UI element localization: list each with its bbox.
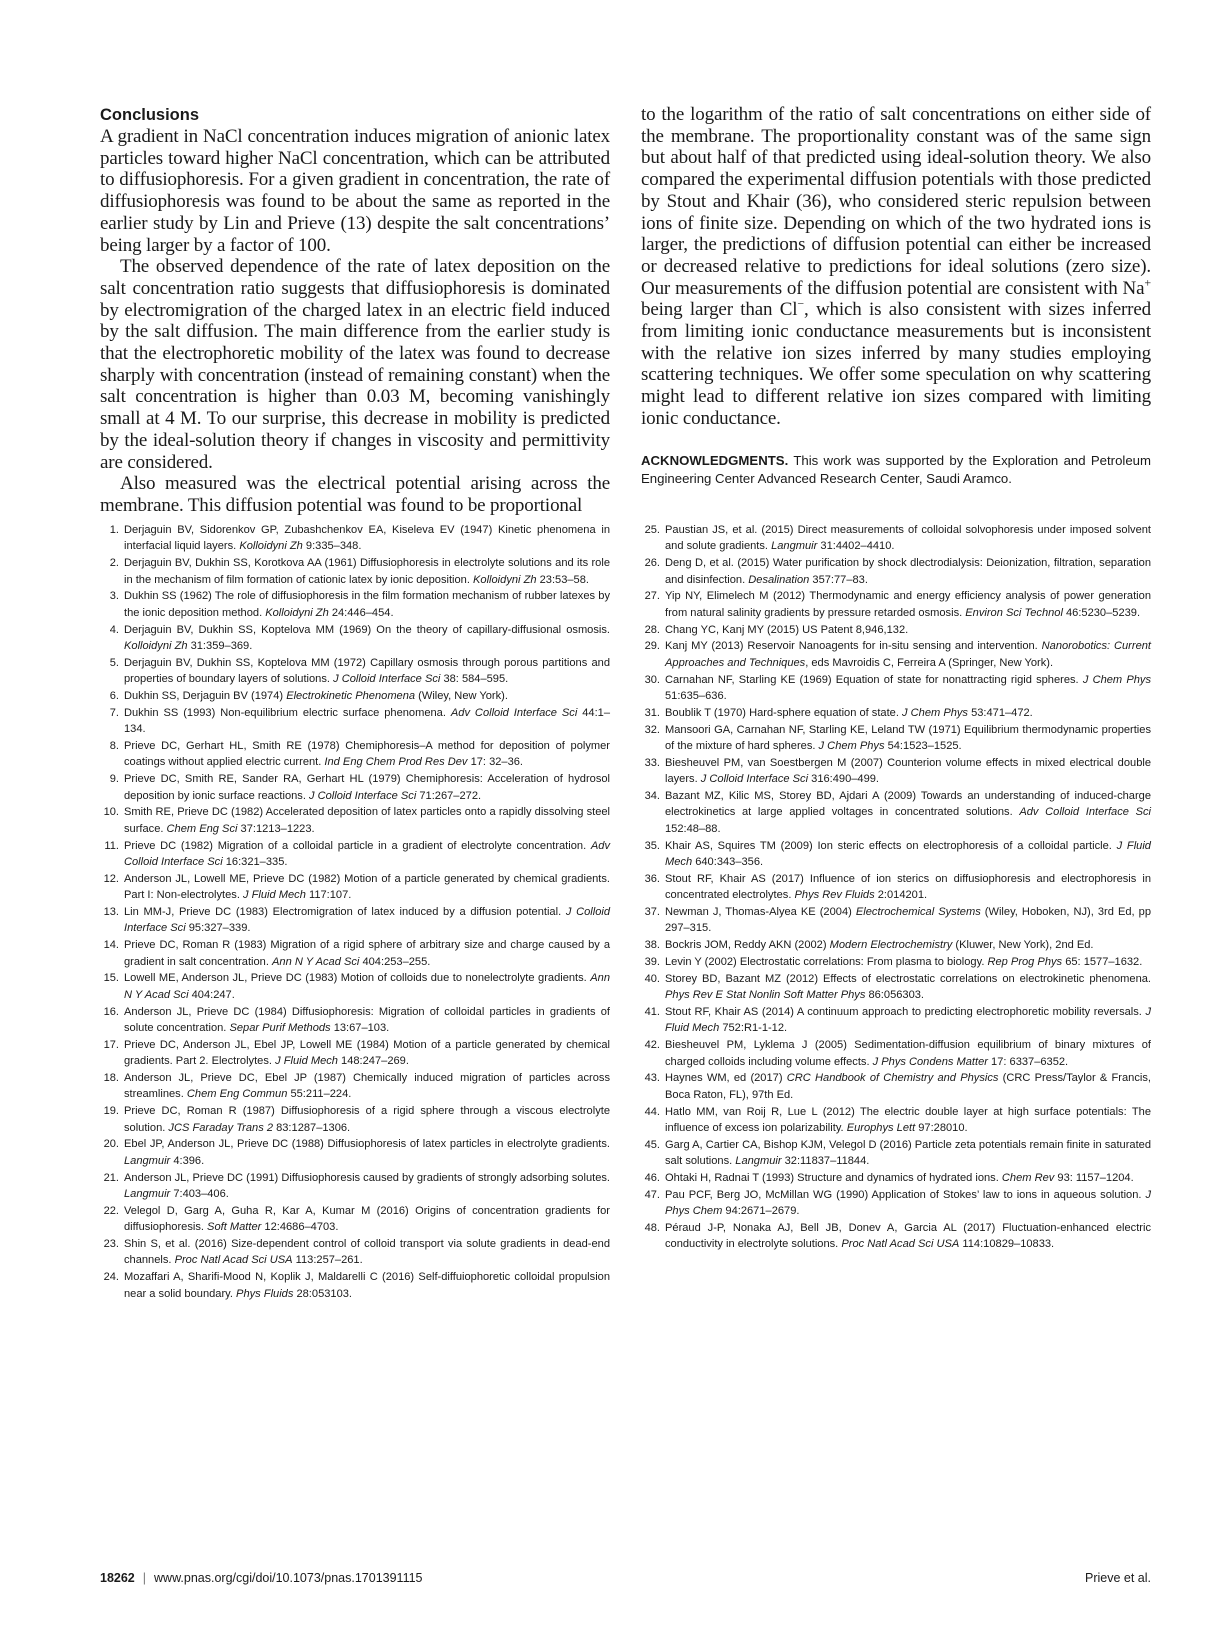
reference-journal: J Phys Chem	[665, 1188, 1151, 1218]
reference-citation: (CRC Press/Taylor & Francis, Boca Raton, FL), 97th Ed.	[665, 1072, 1151, 1101]
reference-text: Anderson JL, Prieve DC (1991) Diffusiophoresis caused by gradients of strongly adsorbing solutes.	[124, 1171, 610, 1184]
reference-journal: Electrokinetic Phenomena	[286, 690, 416, 703]
reference-citation: 752:R1-1-12.	[719, 1022, 788, 1035]
reference-citation: 31:4402–4410.	[817, 540, 895, 553]
reference-number: 22.	[103, 1204, 119, 1217]
reference-item	[100, 871, 610, 904]
reference-item	[641, 522, 1151, 555]
reference-citation: 4:396.	[170, 1154, 205, 1167]
reference-journal: JCS Faraday Trans 2	[168, 1121, 274, 1134]
reference-citation: 17: 6337–6352.	[987, 1055, 1069, 1068]
reference-citation: 316:490–499.	[808, 773, 880, 786]
reference-item	[100, 937, 610, 970]
reference-journal: Nanorobotics: Current Approaches and Techniques	[665, 640, 1151, 669]
reference-number: 39.	[644, 956, 660, 969]
reference-number: 16.	[103, 1005, 119, 1018]
reference-number: 41.	[644, 1006, 660, 1019]
reference-item	[100, 738, 610, 771]
reference-number: 3.	[109, 590, 119, 603]
reference-text: Boublik T (1970) Hard-sphere equation of state.	[665, 706, 903, 719]
reference-item	[641, 705, 1151, 721]
reference-text: Bazant MZ, Kilic MS, Storey BD, Ajdari A (2009) Towards an understanding of induced-charge electrokinetics at large applied voltages in concentrated solutions.	[665, 790, 1151, 819]
reference-number: 32.	[644, 723, 660, 736]
reference-item	[100, 655, 610, 688]
reference-text: Prieve DC, Anderson JL, Ebel JP, Lowell ME (1984) Motion of a particle generated by chemical gradients. Part 2. Electrolytes.	[124, 1038, 610, 1068]
reference-journal: Soft Matter	[207, 1221, 262, 1234]
doi-link[interactable]: www.pnas.org/cgi/doi/10.1073/pnas.1701391115	[154, 1571, 423, 1585]
reference-text: Bockris JOM, Reddy AKN (2002)	[665, 939, 830, 952]
reference-citation: 71:267–272.	[416, 789, 482, 802]
reference-text: Ebel JP, Anderson JL, Prieve DC (1988) Diffusiophoresis of latex particles in electrolyte gradients.	[124, 1138, 610, 1151]
reference-item	[641, 1004, 1151, 1037]
reference-text: Smith RE, Prieve DC (1982) Accelerated deposition of latex particles onto a rapidly dissolving steel surface.	[124, 806, 610, 835]
reference-citation: 113:257–261.	[292, 1254, 363, 1267]
reference-journal: Proc Natl Acad Sci USA	[841, 1238, 960, 1251]
reference-number: 12.	[103, 872, 119, 885]
reference-item	[100, 622, 610, 655]
reference-journal: Desalination	[748, 573, 810, 586]
reference-number: 9.	[109, 773, 119, 786]
reference-number: 2.	[109, 557, 119, 570]
reference-item	[100, 705, 610, 738]
reference-citation: 38: 584–595.	[440, 673, 509, 686]
reference-text: Lowell ME, Anderson JL, Prieve DC (1983) Motion of colloids due to nonelectrolyte gradients.	[124, 972, 591, 985]
paragraph-3: Also measured was the electrical potential arising across the membrane. This diffusion potential was found to be proportional	[100, 473, 610, 516]
reference-citation: 152:48–88.	[665, 822, 721, 835]
reference-number: 5.	[109, 656, 119, 669]
reference-journal: Kolloidyni Zh	[265, 606, 329, 619]
reference-number: 18.	[103, 1072, 119, 1085]
reference-text: Anderson JL, Prieve DC, Ebel JP (1987) Chemically induced migration of particles across streamlines.	[124, 1072, 610, 1101]
reference-citation: 2:014201.	[874, 889, 928, 902]
reference-text: Prieve DC, Roman R (1987) Diffusiophoresis of a rigid sphere through a viscous electrolyte solution.	[124, 1105, 610, 1134]
acknowledgments-label: ACKNOWLEDGMENTS.	[641, 452, 789, 468]
reference-citation: 16:321–335.	[222, 856, 288, 869]
reference-text: Hatlo MM, van Roij R, Lue L (2012) The electric double layer at high surface potentials: The influence of excess ion polarizability.	[665, 1105, 1151, 1135]
reference-text: Garg A, Cartier CA, Bishop KJM, Velegol D (2016) Particle zeta potentials remain finite in saturated salt solutions.	[665, 1138, 1151, 1168]
reference-journal: Langmuir	[735, 1155, 782, 1168]
reference-number: 15.	[103, 972, 119, 985]
reference-item	[100, 688, 610, 704]
reference-journal: Rep Prog Phys	[987, 956, 1063, 969]
reference-item	[100, 838, 610, 871]
reference-number: 11.	[104, 839, 119, 852]
reference-number: 20.	[103, 1138, 119, 1151]
section-heading: Conclusions	[100, 106, 200, 124]
reference-journal: J Colloid Interface Sci	[309, 789, 417, 802]
reference-number: 4.	[109, 623, 119, 636]
reference-citation: 148:247–269.	[337, 1055, 409, 1068]
reference-citation: (Wiley, Hoboken, NJ), 3rd Ed, pp 297–315.	[665, 906, 1151, 935]
reference-item	[641, 971, 1151, 1004]
reference-item	[100, 1236, 610, 1269]
reference-text: Dukhin SS, Derjaguin BV (1974)	[124, 690, 287, 703]
chloride-superscript: −	[797, 297, 804, 311]
reference-text: Lin MM-J, Prieve DC (1983) Electromigration of latex induced by a diffusion potential.	[124, 906, 566, 919]
reference-item	[100, 1037, 610, 1070]
reference-item	[100, 522, 610, 555]
reference-citation: 44:1–134.	[124, 706, 611, 736]
reference-item	[641, 555, 1151, 588]
reference-item	[100, 1170, 610, 1203]
reference-item	[641, 672, 1151, 705]
reference-number: 27.	[644, 590, 660, 603]
reference-journal: Environ Sci Technol	[965, 606, 1063, 619]
reference-number: 21.	[103, 1171, 119, 1184]
reference-item	[641, 788, 1151, 837]
reference-journal: J Fluid Mech	[243, 889, 306, 902]
reference-number: 19.	[103, 1105, 119, 1118]
reference-text: Biesheuvel PM, Lyklema J (2005) Sedimentation-diffusion equilibrium of binary mixtures of charged colloids including volume effects.	[665, 1039, 1151, 1068]
reference-citation: 23:53–58.	[536, 573, 589, 586]
reference-text: Prieve DC, Smith RE, Sander RA, Gerhart HL (1979) Chemiphoresis: Acceleration of hydrosol deposition by ionic surface reactions.	[124, 773, 610, 802]
reference-text: Levin Y (2002) Electrostatic correlations: From plasma to biology.	[665, 956, 988, 969]
reference-citation: 117:107.	[305, 889, 352, 902]
reference-number: 46.	[644, 1172, 660, 1185]
reference-item	[641, 1137, 1151, 1170]
reference-citation: 86:056303.	[865, 989, 924, 1002]
reference-journal: Proc Natl Acad Sci USA	[174, 1254, 293, 1267]
reference-item	[100, 1136, 610, 1169]
reference-number: 14.	[103, 939, 119, 952]
reference-journal: J Phys Condens Matter	[872, 1055, 988, 1068]
reference-number: 36.	[644, 872, 660, 885]
reference-item	[100, 804, 610, 837]
paragraph-continued-part-b: , which is also consistent with sizes inferred from limiting ionic conductance measurements but is inconsistent with the relative ion sizes inferred by many studies employing scattering techniques. We offer some speculation on why scattering might lead to different relative ion sizes compared with limiting ionic conductance.	[641, 299, 1151, 429]
reference-number: 43.	[644, 1072, 660, 1085]
reference-item	[100, 904, 610, 937]
reference-citation: 46:5230–5239.	[1062, 606, 1141, 619]
reference-number: 29.	[644, 640, 660, 653]
reference-journal: Langmuir	[124, 1154, 171, 1167]
reference-citation: 12:4686–4703.	[261, 1221, 339, 1234]
reference-number: 28.	[644, 623, 660, 636]
reference-journal: Modern Electrochemistry	[829, 939, 953, 952]
reference-text: Mozaffari A, Sharifi-Mood N, Koplik J, Maldarelli C (2016) Self-diffuiophoretic colloidal propulsion near a solid boundary.	[124, 1271, 610, 1300]
reference-text: Mansoori GA, Carnahan NF, Starling KE, Leland TW (1971) Equilibrium thermodynamic properties of the mixture of hard spheres.	[665, 723, 1151, 753]
reference-number: 45.	[644, 1138, 660, 1151]
reference-journal: Separ Purif Methods	[229, 1022, 331, 1035]
paragraph-continued	[641, 104, 1151, 430]
reference-item	[641, 622, 1151, 638]
reference-number: 48.	[644, 1222, 660, 1235]
reference-text: Anderson JL, Lowell ME, Prieve DC (1982) Motion of a particle generated by chemical gradients. Part I: Non-electrolytes.	[124, 872, 610, 902]
reference-number: 1.	[109, 524, 119, 536]
reference-journal: J Chem Phys	[1082, 673, 1152, 686]
reference-journal: Adv Colloid Interface Sci	[124, 839, 610, 869]
reference-item	[641, 638, 1151, 671]
reference-text: Pau PCF, Berg JO, McMillan WG (1990) Application of Stokes’ law to ions in aqueous solution.	[665, 1188, 1146, 1201]
reference-number: 40.	[644, 972, 660, 985]
reference-item	[100, 588, 610, 621]
reference-journal: Chem Eng Sci	[166, 822, 238, 835]
reference-journal: J Fluid Mech	[275, 1055, 338, 1068]
reference-item	[641, 755, 1151, 788]
reference-number: 42.	[644, 1039, 660, 1052]
reference-citation: 7:403–406.	[170, 1188, 229, 1201]
paragraph-2: The observed dependence of the rate of latex deposition on the salt concentration ratio suggests that diffusiophoresis is dominated by electromigration of the charged latex in an electric field induced by the salt diffusion. The main difference from the earlier study is that the electrophoretic mobility of the latex was found to decrease sharply with concentration (instead of remaining constant) when the salt concentration is higher than 0.03 M, becoming vanishingly small at 4 M. To our surprise, this decrease in mobility is predicted by the ideal-solution theory if changes in viscosity and permittivity are considered.	[100, 256, 610, 473]
reference-journal: Phys Rev E Stat Nonlin Soft Matter Phys	[665, 989, 866, 1002]
reference-citation: 17: 32–36.	[467, 756, 524, 769]
reference-item	[641, 1170, 1151, 1186]
reference-number: 31.	[644, 706, 660, 719]
reference-citation: 9:335–348.	[302, 540, 362, 553]
paragraph-continued-part-a: to the logarithm of the ratio of salt concentrations on either side of the membrane. The proportionality constant was of the same sign but about half of that predicted using ideal-solution theory. We also compared the experimental diffusion potentials with those predicted by Stout and Khair (36), who considered steric repulsion between ions of finite size. Depending on which of the two hydrated ions is larger, the predictions of diffusion potential can either be increased or decreased relative to predictions for ideal solutions (zero size). Our measurements of the diffusion potential are consistent with Na	[641, 104, 1151, 299]
reference-journal: Kolloidyni Zh	[239, 540, 303, 553]
reference-citation: 13:67–103.	[330, 1022, 390, 1035]
reference-journal: J Fluid Mech	[665, 839, 1151, 869]
reference-item	[641, 588, 1151, 621]
reference-citation: 65: 1577–1632.	[1062, 956, 1143, 969]
reference-number: 26.	[644, 557, 660, 570]
reference-number: 33.	[644, 756, 660, 769]
reference-text: Derjaguin BV, Sidorenkov GP, Zubashchenkov EA, Kiseleva EV (1947) Kinetic phenomena in interfacial liquid layers.	[124, 524, 610, 553]
reference-number: 34.	[644, 790, 660, 803]
reference-citation: 97:28010.	[915, 1122, 968, 1135]
reference-journal: Ind Eng Chem Prod Res Dev	[324, 756, 468, 769]
acknowledgments	[641, 452, 1151, 488]
reference-journal: J Fluid Mech	[665, 1006, 1151, 1035]
reference-text: Péraud J-P, Nonaka AJ, Bell JB, Donev A, Garcia AL (2017) Fluctuation-enhanced electric conductivity in electrolyte solutions.	[665, 1222, 1151, 1251]
reference-citation: (Kluwer, New York), 2nd Ed.	[952, 939, 1094, 952]
reference-text: Prieve DC, Gerhart HL, Smith RE (1978) Chemiphoresis–A method for deposition of polymer coatings without applied electric current.	[124, 740, 610, 769]
reference-item	[100, 1103, 610, 1136]
reference-citation: 95:327–339.	[185, 922, 251, 935]
reference-citation: 53:471–472.	[967, 706, 1033, 719]
references-left	[100, 522, 610, 1302]
reference-number: 38.	[644, 939, 660, 952]
reference-text: Anderson JL, Prieve DC (1984) Diffusiophoresis: Migration of colloidal particles in gradients of solute concentration.	[124, 1005, 610, 1035]
reference-number: 23.	[103, 1238, 119, 1251]
paragraph-continued-part-mid: being larger than Cl	[641, 299, 798, 321]
reference-number: 17.	[103, 1038, 119, 1051]
reference-text: Shin S, et al. (2016) Size-dependent control of colloid transport via solute gradients in dead-end channels.	[124, 1238, 610, 1267]
reference-journal: J Colloid Interface Sci	[700, 773, 809, 786]
reference-citation: 32:11837–11844.	[781, 1155, 870, 1168]
reference-text: Dukhin SS (1993) Non-equilibrium electric surface phenomena.	[124, 706, 451, 719]
reference-text: Derjaguin BV, Dukhin SS, Korotkova AA (1961) Diffusiophoresis in electrolyte solutions and its role in the mechanism of film formation of cationic latex by ionic deposition.	[124, 557, 610, 586]
reference-journal: J Chem Phys	[818, 740, 885, 753]
reference-citation: 93: 1157–1204.	[1054, 1172, 1134, 1185]
reference-number: 13.	[103, 906, 119, 919]
reference-item	[100, 970, 610, 1003]
reference-number: 24.	[103, 1271, 119, 1284]
reference-item	[641, 904, 1151, 937]
reference-citation: 28:053103.	[293, 1287, 352, 1300]
reference-item	[641, 871, 1151, 904]
reference-citation: 31:359–369.	[187, 640, 253, 653]
reference-citation: 51:635–636.	[665, 690, 727, 703]
reference-citation: 37:1213–1223.	[237, 822, 315, 835]
footer-authors: Prieve et al.	[1084, 1571, 1151, 1585]
reference-item	[641, 1104, 1151, 1137]
reference-citation: 94:2671–2679.	[722, 1205, 800, 1218]
reference-citation: (Wiley, New York).	[415, 690, 508, 703]
reference-citation: 55:211–224.	[287, 1088, 352, 1101]
reference-text: Paustian JS, et al. (2015) Direct measurements of colloidal solvophoresis under imposed solvent and solute gradients.	[665, 524, 1151, 553]
main-right-column	[641, 104, 1151, 488]
reference-text: Velegol D, Garg A, Guha R, Kar A, Kumar M (2016) Origins of concentration gradients for diffusiophoresis.	[124, 1204, 610, 1234]
reference-text: Deng D, et al. (2015) Water purification by shock dlectrodialysis: Deionization, filtration, separation and disinfection.	[665, 557, 1151, 586]
reference-text: Stout RF, Khair AS (2017) Influence of ion sterics on diffusiophoresis and electrophoresis in concentrated electrolytes.	[665, 872, 1151, 902]
reference-item	[641, 1070, 1151, 1103]
reference-text: Prieve DC (1982) Migration of a colloidal particle in a gradient of electrolyte concentration.	[124, 839, 591, 852]
reference-journal: CRC Handbook of Chemistry and Physics	[786, 1072, 999, 1085]
reference-number: 7.	[109, 706, 119, 719]
reference-citation: 83:1287–1306.	[273, 1121, 351, 1134]
reference-citation: 54:1523–1525.	[884, 740, 962, 753]
reference-text: Ohtaki H, Radnai T (1993) Structure and dynamics of hydrated ions.	[665, 1172, 1002, 1185]
reference-text: Derjaguin BV, Dukhin SS, Koptelova MM (1972) Capillary osmosis through porous partitions and properties of boundary layers of solutions.	[124, 656, 610, 686]
reference-journal: Chem Eng Commun	[186, 1088, 288, 1101]
reference-citation: 640:343–356.	[692, 856, 764, 869]
main-left-column	[100, 104, 610, 517]
page-footer	[100, 1571, 1151, 1585]
reference-journal: Electrochemical Systems	[855, 906, 981, 919]
reference-number: 6.	[109, 690, 119, 703]
reference-number: 37.	[644, 906, 660, 919]
reference-text: Prieve DC, Roman R (1983) Migration of a rigid sphere of arbitrary size and charge caused by a gradient in salt concentration.	[124, 939, 610, 968]
reference-number: 25.	[644, 524, 660, 536]
reference-journal: J Colloid Interface Sci	[333, 673, 441, 686]
page-number: 18262	[100, 1571, 135, 1585]
reference-citation: 24:446–454.	[328, 606, 394, 619]
reference-journal: Adv Colloid Interface Sci	[1019, 806, 1151, 819]
reference-number: 8.	[109, 740, 119, 753]
reference-text: Storey BD, Bazant MZ (2012) Effects of electrostatic correlations on electrokinetic phenomena.	[665, 972, 1151, 985]
reference-journal: Phys Rev Fluids	[794, 889, 875, 902]
reference-citation: 357:77–83.	[809, 573, 868, 586]
reference-journal: Langmuir	[771, 540, 818, 553]
reference-text: Derjaguin BV, Dukhin SS, Koptelova MM (1969) On the theory of capillary-diffusional osmosis.	[124, 623, 610, 636]
reference-text: Stout RF, Khair AS (2014) A continuum approach to predicting electrophoretic mobility reversals.	[665, 1006, 1146, 1019]
reference-item	[641, 1220, 1151, 1253]
reference-journal: Chem Rev	[1001, 1172, 1055, 1185]
reference-citation: 404:253–255.	[359, 955, 431, 968]
references-right	[641, 522, 1151, 1253]
paragraph-1: A gradient in NaCl concentration induces migration of anionic latex particles toward higher NaCl concentration, which can be attributed to diffusiophoresis. For a given gradient in concentration, the rate of diffusiophoresis was found to be about the same as reported in the earlier study by Lin and Prieve (13) despite the salt concentrations’ being larger by a factor of 100.	[100, 126, 610, 256]
reference-item	[100, 1004, 610, 1037]
reference-text: Biesheuvel PM, van Soestbergen M (2007) Counterion volume effects in mixed electrical double layers.	[665, 756, 1151, 786]
acknowledgments-text: This work was supported by the Exploration and Petroleum Engineering Center Advanced Research Center, Saudi Aramco.	[641, 452, 1151, 486]
reference-number: 10.	[103, 806, 119, 819]
reference-number: 47.	[644, 1188, 660, 1201]
reference-text: Khair AS, Squires TM (2009) Ion steric effects on electrophoresis of a colloidal particle.	[665, 839, 1117, 852]
reference-item	[641, 1187, 1151, 1220]
reference-item	[641, 722, 1151, 755]
reference-text: Yip NY, Elimelech M (2012) Thermodynamic and energy efficiency analysis of power generation from natural salinity gradients by pressure retarded osmosis.	[665, 590, 1151, 619]
reference-journal: Phys Fluids	[236, 1287, 294, 1300]
reference-journal: J Colloid Interface Sci	[124, 906, 610, 935]
reference-item	[641, 1037, 1151, 1070]
reference-text: Chang YC, Kanj MY (2015) US Patent 8,946,132.	[665, 623, 909, 636]
reference-item	[100, 1269, 610, 1302]
reference-citation: 404:247.	[188, 988, 235, 1001]
reference-text: Carnahan NF, Starling KE (1969) Equation of state for nonattracting rigid spheres.	[665, 673, 1083, 686]
reference-text: Dukhin SS (1962) The role of diffusiophoresis in the film formation mechanism of rubber latexes by the ionic deposition method.	[124, 590, 610, 619]
reference-journal: Adv Colloid Interface Sci	[450, 706, 578, 719]
reference-number: 35.	[644, 839, 660, 852]
reference-item	[100, 1203, 610, 1236]
reference-journal: Europhys Lett	[846, 1122, 916, 1135]
reference-journal: Kolloidyni Zh	[473, 573, 537, 586]
reference-text: Newman J, Thomas-Alyea KE (2004)	[665, 906, 856, 919]
reference-text: Haynes WM, ed (2017)	[665, 1072, 787, 1085]
reference-journal: Ann N Y Acad Sci	[272, 955, 360, 968]
reference-journal: Kolloidyni Zh	[124, 640, 188, 653]
reference-item	[100, 555, 610, 588]
reference-item	[641, 954, 1151, 970]
reference-journal: Langmuir	[124, 1188, 171, 1201]
reference-number: 30.	[644, 673, 660, 686]
reference-item	[641, 937, 1151, 953]
reference-citation: , eds Mavroidis C, Ferreira A (Springer, New York).	[805, 656, 1054, 669]
reference-citation: 114:10829–10833.	[959, 1238, 1055, 1251]
reference-number: 44.	[644, 1105, 660, 1118]
reference-journal: J Chem Phys	[902, 706, 968, 719]
reference-journal: Ann N Y Acad Sci	[124, 972, 610, 1001]
reference-text: Kanj MY (2013) Reservoir Nanoagents for in-situ sensing and intervention.	[665, 640, 1042, 653]
sodium-superscript: +	[1144, 275, 1151, 290]
footer-separator: |	[142, 1571, 147, 1585]
reference-item	[641, 838, 1151, 871]
reference-item	[100, 1070, 610, 1103]
reference-item	[100, 771, 610, 804]
